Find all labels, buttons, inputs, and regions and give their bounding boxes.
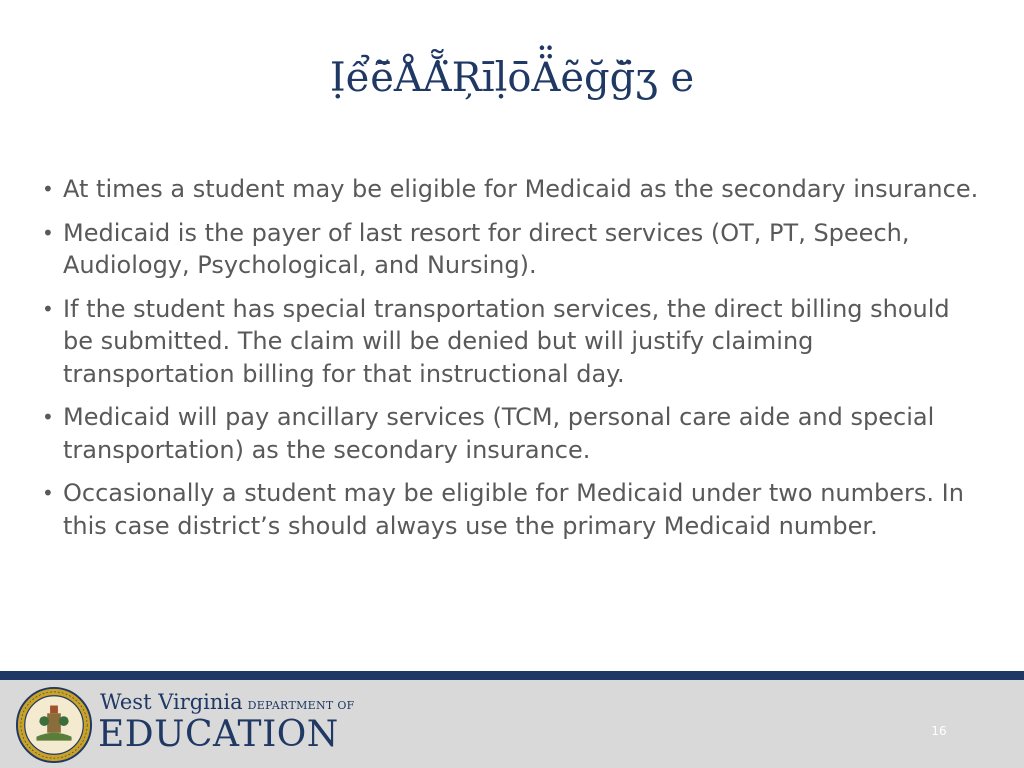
- org-dept: DEPARTMENT OF: [247, 699, 355, 712]
- state-seal-icon: [15, 686, 93, 764]
- slide-title: Ịểẽ̄ÅẴ̈Ŗı̄ḷō̄Ä̈ẽğğ̈ʒ e: [329, 55, 695, 101]
- bullet-text: Medicaid will pay ancillary services (TCM, personal care aide and special transportation) as the secondary insurance.: [63, 403, 935, 464]
- bullet-marker: •: [42, 296, 54, 321]
- bullet-text: Medicaid is the payer of last resort for direct services (OT, PT, Speech, Audiology, Psychological, and Nursing).: [63, 218, 910, 279]
- bullet-item: [42, 293, 982, 391]
- bullet-text: At times a student may be eligible for Medicaid as the secondary insurance.: [63, 175, 979, 203]
- bullet-marker: •: [42, 405, 54, 429]
- slide-number: 16: [931, 724, 947, 738]
- bullet-item: [42, 401, 982, 466]
- bullet-marker: •: [42, 177, 54, 201]
- bullet-text: If the student has special transportation services, the direct billing should be submitted. The claim will be denied but will justify claiming transportation billing for that instructional day.: [63, 294, 950, 388]
- org-name-line: [100, 690, 355, 714]
- bullet-list: [42, 173, 982, 553]
- bullet-text: Occasionally a student may be eligible for Medicaid under two numbers. In this case district’s should always use the primary Medicaid number.: [63, 479, 964, 540]
- bullet-item: [42, 173, 982, 206]
- footer: [0, 680, 1024, 768]
- bullet-marker: •: [42, 481, 54, 505]
- footer-accent-bar: [0, 671, 1024, 680]
- org-name: West Virginia: [100, 690, 243, 714]
- bullet-marker: •: [42, 220, 54, 245]
- org-unit: EDUCATION: [98, 714, 339, 755]
- bullet-item: [42, 217, 982, 282]
- bullet-item: [42, 477, 982, 542]
